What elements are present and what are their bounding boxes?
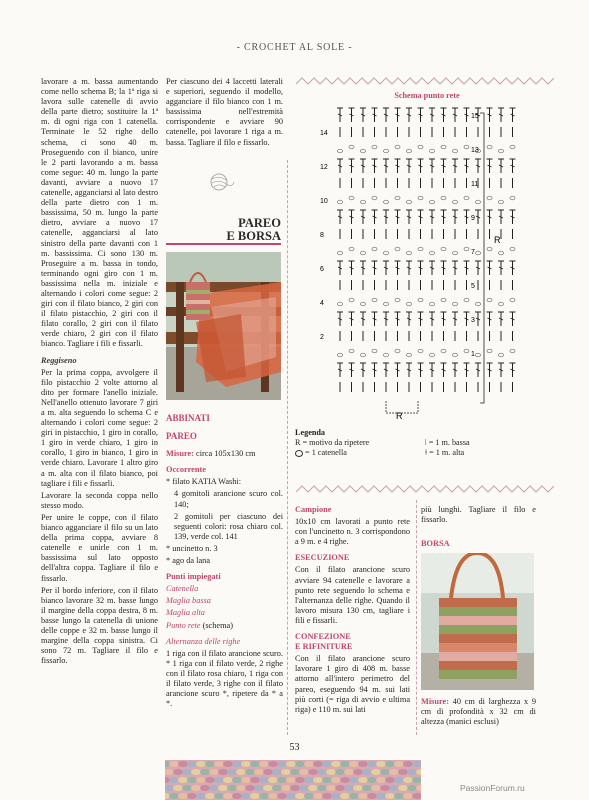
double-crochet-mark bbox=[360, 108, 366, 122]
row-number-right: 13 bbox=[471, 147, 479, 154]
double-crochet-mark bbox=[464, 159, 470, 173]
double-crochet-mark bbox=[406, 363, 412, 377]
chain-mark bbox=[453, 149, 458, 153]
double-crochet-mark bbox=[406, 210, 412, 224]
chain-mark bbox=[430, 251, 435, 255]
chain-mark bbox=[418, 298, 423, 302]
list-item: * ago da lana bbox=[166, 556, 211, 566]
double-crochet-mark bbox=[452, 261, 458, 275]
double-crochet-mark bbox=[452, 210, 458, 224]
legend-catenella-row bbox=[295, 448, 347, 458]
chain-mark bbox=[499, 353, 504, 357]
list-item: Maglia bassa bbox=[166, 596, 211, 606]
double-crochet-mark bbox=[372, 108, 378, 122]
chain-mark bbox=[499, 251, 504, 255]
chain-mark bbox=[430, 353, 435, 357]
row-number-right: 7 bbox=[471, 249, 475, 256]
chain-mark bbox=[453, 200, 458, 204]
chain-mark bbox=[349, 145, 354, 149]
row-number-right: 11 bbox=[471, 181, 479, 188]
chain-mark bbox=[361, 353, 366, 357]
double-crochet-mark bbox=[337, 363, 343, 377]
chain-mark bbox=[510, 298, 515, 302]
chain-mark bbox=[441, 298, 446, 302]
double-crochet-mark bbox=[441, 108, 447, 122]
double-crochet-mark bbox=[487, 210, 493, 224]
chain-mark bbox=[499, 149, 504, 153]
double-crochet-mark bbox=[418, 261, 424, 275]
chain-mark bbox=[407, 200, 412, 204]
paragraph: Per ciascuno dei 4 laccetti laterali e superiori, seguendo il modello, agganciare il filo bianco con 1 m. bassissima nell'estremità corrispondente e avviare 90 catenelle, poi lavorare 1 riga a m. bassa. Tagliare il filo e fissarlo. bbox=[166, 77, 283, 147]
chain-mark bbox=[453, 302, 458, 306]
double-crochet-mark bbox=[498, 159, 504, 173]
misure-line bbox=[166, 449, 283, 459]
knit-texture-strip bbox=[165, 760, 421, 800]
chain-mark bbox=[395, 247, 400, 251]
double-crochet-mark bbox=[418, 312, 424, 326]
row-number-left: 2 bbox=[320, 334, 324, 341]
repeat-label-bottom: R bbox=[396, 411, 403, 421]
column-4-top bbox=[421, 505, 536, 551]
double-crochet-mark bbox=[372, 312, 378, 326]
double-crochet-mark bbox=[452, 159, 458, 173]
double-crochet-mark bbox=[510, 108, 516, 122]
row-number-left: 8 bbox=[320, 232, 324, 239]
paragraph: Per unire le coppe, con il filato bianco agganciare il filo su un lato della prima coppa, avviare 8 catenelle e unirle con 1 m. bassissima sul lato opposto dell'altra coppa. Tagliare il filo e fissarlo. bbox=[41, 512, 158, 583]
title-line-2: E BORSA bbox=[226, 229, 281, 243]
repeat-label-right: R bbox=[494, 235, 501, 245]
double-crochet-mark bbox=[441, 363, 447, 377]
double-crochet-mark bbox=[475, 210, 481, 224]
chain-mark bbox=[372, 298, 377, 302]
column-1 bbox=[41, 77, 158, 668]
section-pareo: PAREO bbox=[166, 431, 197, 442]
section-confezione-2: E RIFINITURE bbox=[295, 642, 353, 652]
title-underline bbox=[166, 243, 281, 245]
double-crochet-mark bbox=[395, 108, 401, 122]
double-crochet-mark bbox=[498, 108, 504, 122]
brand-watermark: PassionForum.ru bbox=[460, 783, 525, 793]
punto-rete-suffix: (schema) bbox=[202, 620, 233, 630]
double-crochet-mark bbox=[464, 312, 470, 326]
row-number-right: 15 bbox=[471, 113, 479, 120]
double-crochet-mark bbox=[418, 363, 424, 377]
double-crochet-mark bbox=[464, 210, 470, 224]
double-crochet-mark bbox=[429, 159, 435, 173]
double-crochet-mark bbox=[429, 312, 435, 326]
double-crochet-mark bbox=[337, 261, 343, 275]
double-crochet-mark bbox=[360, 363, 366, 377]
column-2-bottom bbox=[166, 413, 283, 711]
double-crochet-mark bbox=[475, 363, 481, 377]
section-punti: Punti impiegati bbox=[166, 572, 221, 582]
chain-mark bbox=[407, 149, 412, 153]
chain-mark bbox=[430, 200, 435, 204]
chain-mark bbox=[395, 196, 400, 200]
legend bbox=[295, 428, 545, 458]
double-crochet-mark bbox=[395, 363, 401, 377]
column-3 bbox=[295, 505, 410, 717]
chain-mark bbox=[384, 302, 389, 306]
photo-pareo-on-bench bbox=[166, 252, 281, 400]
row-number-right: 9 bbox=[471, 215, 475, 222]
double-crochet-mark bbox=[475, 312, 481, 326]
double-crochet-mark bbox=[406, 261, 412, 275]
double-crochet-mark bbox=[441, 210, 447, 224]
double-crochet-mark bbox=[360, 159, 366, 173]
double-crochet-mark bbox=[337, 108, 343, 122]
double-crochet-mark bbox=[360, 261, 366, 275]
double-crochet-mark bbox=[349, 108, 355, 122]
section-esecuzione: ESECUZIONE bbox=[295, 553, 350, 563]
list-item: * filato KATIA Washi: bbox=[166, 477, 241, 487]
row-number-left: 10 bbox=[320, 198, 328, 205]
chain-mark bbox=[407, 353, 412, 357]
double-crochet-mark bbox=[349, 159, 355, 173]
double-crochet-mark bbox=[418, 210, 424, 224]
misure-label: Misure: bbox=[166, 449, 194, 459]
double-crochet-mark bbox=[510, 210, 516, 224]
chain-mark bbox=[395, 298, 400, 302]
chain-mark bbox=[510, 145, 515, 149]
chain-mark bbox=[338, 149, 343, 153]
double-crochet-mark bbox=[349, 261, 355, 275]
chain-mark bbox=[441, 247, 446, 251]
double-crochet-mark bbox=[510, 159, 516, 173]
chain-mark bbox=[372, 349, 377, 353]
chain-mark bbox=[418, 196, 423, 200]
photo-bag bbox=[421, 553, 534, 690]
chain-mark bbox=[361, 302, 366, 306]
diagram-title: Schema punto rete bbox=[394, 91, 460, 100]
double-crochet-mark bbox=[498, 312, 504, 326]
double-crochet-mark bbox=[510, 261, 516, 275]
double-crochet-mark bbox=[395, 159, 401, 173]
chain-mark bbox=[384, 251, 389, 255]
paragraph: Per la prima coppa, avvolgere il filo pistacchio 2 volte attorno al dito per formare l'anello iniziale. Nell'anello ottenuto lavorare 7 giri a m. alta seguendo lo schema C e alternando i colori come segue: 2 giri in pistacchio, 1 giro in corallo, 1 giro in verde chiaro, 1 giro in corallo, 1 giro in bianco, 1 giro in verde chiaro. Lavorare 1 altro giro a m. alta con il filato bianco, poi tagliare i fili e fissarli. bbox=[41, 367, 158, 488]
chain-mark bbox=[395, 145, 400, 149]
chain-mark bbox=[418, 247, 423, 251]
repeat-bracket bbox=[480, 113, 484, 403]
double-crochet-mark bbox=[349, 210, 355, 224]
chain-mark bbox=[464, 196, 469, 200]
row-number-left: 12 bbox=[320, 164, 328, 171]
paragraph: 1 riga con il filato arancione scuro. * 1 riga con il filato verde, 2 righe con il filato rosa chiaro, 1 riga con il filato verde, 3 righe con il filato arancione scuro *, ripetere da * a *. bbox=[166, 648, 283, 709]
column-divider bbox=[287, 160, 288, 735]
chain-mark bbox=[464, 145, 469, 149]
punto-rete-label: Punto rete bbox=[166, 620, 201, 630]
yarn-ball-icon bbox=[207, 170, 235, 192]
double-crochet-icon: ǂ bbox=[425, 448, 428, 457]
paragraph: Per il bordo inferiore, con il filato bianco lavorare 32 m. basse lungo il margine della coppa destra, 8 m. basse lungo la catenella di unione delle coppe e 32 m. basse lungo il margine della coppa sinistra. Ci sono 72 m. Tagliare il filo e fissarlo. bbox=[41, 585, 158, 666]
chain-mark bbox=[395, 349, 400, 353]
double-crochet-mark bbox=[487, 108, 493, 122]
chain-mark bbox=[487, 247, 492, 251]
chain-mark bbox=[499, 200, 504, 204]
paragraph: Con il filato arancione scuro lavorare 1 giro di 408 m. basse attorno all'intero perimetro del pareo, eseguendo 94 m. sui lati più corti (= riga di avvio e ultima riga) e 110 m. sui lati bbox=[295, 654, 410, 714]
double-crochet-mark bbox=[406, 159, 412, 173]
double-crochet-mark bbox=[372, 159, 378, 173]
double-crochet-mark bbox=[360, 210, 366, 224]
legend-title: Legenda bbox=[295, 428, 326, 437]
page-number: 53 bbox=[289, 742, 300, 753]
row-number-right: 3 bbox=[471, 317, 475, 324]
chain-mark bbox=[338, 251, 343, 255]
chain-mark bbox=[487, 349, 492, 353]
double-crochet-mark bbox=[429, 261, 435, 275]
chain-mark bbox=[361, 251, 366, 255]
borsa-misure-label: Misure: bbox=[421, 697, 449, 706]
double-crochet-mark bbox=[475, 159, 481, 173]
chain-mark bbox=[464, 349, 469, 353]
chain-mark bbox=[487, 145, 492, 149]
list-item: * uncinetto n. 3 bbox=[166, 543, 218, 553]
double-crochet-mark bbox=[441, 261, 447, 275]
column-4-bottom bbox=[421, 697, 536, 729]
double-crochet-mark bbox=[487, 159, 493, 173]
legend-bassa-row bbox=[425, 438, 470, 448]
double-crochet-mark bbox=[475, 261, 481, 275]
section-campione: Campione bbox=[295, 505, 332, 514]
column-divider bbox=[416, 500, 417, 735]
zigzag-rule bbox=[296, 484, 554, 494]
chain-mark bbox=[430, 302, 435, 306]
double-crochet-mark bbox=[418, 159, 424, 173]
double-crochet-mark bbox=[487, 261, 493, 275]
list-item: Maglia alta bbox=[166, 608, 205, 618]
chain-mark bbox=[349, 247, 354, 251]
double-crochet-mark bbox=[429, 363, 435, 377]
stitch-diagram bbox=[318, 103, 532, 421]
double-crochet-mark bbox=[372, 363, 378, 377]
double-crochet-mark bbox=[464, 261, 470, 275]
row-number-right: 5 bbox=[471, 283, 475, 290]
paragraph: Con il filato arancione scuro avviare 94 catenelle e lavorare a punto rete seguendo lo schema e l'alternanza delle righe. Quando il lavoro misura 130 cm, tagliare i fili e fissarli. bbox=[295, 565, 410, 625]
double-crochet-mark bbox=[383, 159, 389, 173]
list-item: 2 gomitoli per ciascuno dei seguenti colori: rosa chiaro col. 139, verde col. 141 bbox=[174, 511, 283, 541]
chain-mark bbox=[418, 349, 423, 353]
chain-mark bbox=[453, 251, 458, 255]
article-title bbox=[166, 217, 281, 243]
chain-mark bbox=[453, 353, 458, 357]
double-crochet-mark bbox=[372, 261, 378, 275]
chain-mark bbox=[487, 196, 492, 200]
chain-mark bbox=[361, 149, 366, 153]
chain-mark bbox=[338, 302, 343, 306]
chain-mark bbox=[441, 349, 446, 353]
double-crochet-mark bbox=[383, 312, 389, 326]
legend-catenella: = 1 catenella bbox=[305, 448, 347, 457]
double-crochet-mark bbox=[487, 312, 493, 326]
section-borsa: BORSA bbox=[421, 539, 450, 549]
chain-mark bbox=[476, 353, 481, 357]
chain-mark bbox=[441, 145, 446, 149]
zigzag-rule bbox=[296, 76, 554, 86]
paragraph: Lavorare la seconda coppa nello stesso modo. bbox=[41, 490, 158, 510]
chain-mark bbox=[349, 196, 354, 200]
double-crochet-mark bbox=[464, 108, 470, 122]
double-crochet-mark bbox=[349, 312, 355, 326]
section-title-reggiseno: Reggiseno bbox=[41, 355, 77, 365]
chain-mark bbox=[349, 349, 354, 353]
borsa-misure-value: 40 cm di larghezza x 9 cm di profondità x 32 cm di altezza (manici esclusi) bbox=[421, 697, 536, 727]
chain-mark bbox=[476, 251, 481, 255]
chain-mark bbox=[476, 200, 481, 204]
double-crochet-mark bbox=[441, 312, 447, 326]
double-crochet-mark bbox=[498, 210, 504, 224]
misure-value: circa 105x130 cm bbox=[196, 449, 256, 459]
legend-r: R = motivo da ripetere bbox=[295, 438, 370, 447]
double-crochet-mark bbox=[406, 312, 412, 326]
paragraph: più lunghi. Tagliare il filo e fissarlo. bbox=[421, 505, 536, 525]
double-crochet-mark bbox=[464, 363, 470, 377]
chain-mark bbox=[384, 149, 389, 153]
borsa-misure bbox=[421, 697, 536, 727]
chain-mark bbox=[372, 247, 377, 251]
double-crochet-mark bbox=[452, 363, 458, 377]
double-crochet-mark bbox=[510, 312, 516, 326]
double-crochet-mark bbox=[487, 363, 493, 377]
running-header: - CROCHET AL SOLE - bbox=[236, 42, 353, 53]
chain-mark bbox=[384, 353, 389, 357]
chain-mark bbox=[349, 298, 354, 302]
chain-mark bbox=[464, 247, 469, 251]
single-crochet-icon: ǀ bbox=[425, 438, 427, 447]
double-crochet-mark bbox=[418, 108, 424, 122]
chain-mark bbox=[338, 353, 343, 357]
chain-mark bbox=[487, 298, 492, 302]
column-2-top bbox=[166, 77, 283, 150]
double-crochet-mark bbox=[372, 210, 378, 224]
double-crochet-mark bbox=[383, 261, 389, 275]
chain-mark bbox=[510, 196, 515, 200]
legend-bassa: = 1 m. bassa bbox=[428, 438, 470, 447]
chain-icon bbox=[295, 450, 303, 457]
title-line-1: PAREO bbox=[238, 216, 281, 230]
chain-mark bbox=[407, 251, 412, 255]
section-occorrente: Occorrente bbox=[166, 465, 206, 475]
chain-mark bbox=[441, 196, 446, 200]
chain-mark bbox=[499, 302, 504, 306]
double-crochet-mark bbox=[441, 159, 447, 173]
chain-mark bbox=[384, 200, 389, 204]
row-number-left: 4 bbox=[320, 300, 324, 307]
double-crochet-mark bbox=[360, 312, 366, 326]
chain-mark bbox=[510, 349, 515, 353]
chain-mark bbox=[361, 200, 366, 204]
double-crochet-mark bbox=[498, 363, 504, 377]
chain-mark bbox=[418, 145, 423, 149]
double-crochet-mark bbox=[395, 312, 401, 326]
double-crochet-mark bbox=[383, 210, 389, 224]
row-number-left: 14 bbox=[320, 130, 328, 137]
chain-mark bbox=[510, 247, 515, 251]
list-item: 4 gomitoli arancione scuro col. 140; bbox=[174, 489, 283, 509]
double-crochet-mark bbox=[337, 159, 343, 173]
legend-alta: = 1 m. alta bbox=[429, 448, 465, 457]
chain-mark bbox=[372, 196, 377, 200]
section-alternanza: Alternanza delle righe bbox=[166, 636, 241, 646]
chain-mark bbox=[407, 302, 412, 306]
chain-mark bbox=[476, 302, 481, 306]
double-crochet-mark bbox=[383, 108, 389, 122]
list-item bbox=[166, 621, 283, 631]
double-crochet-mark bbox=[406, 108, 412, 122]
double-crochet-mark bbox=[337, 312, 343, 326]
double-crochet-mark bbox=[498, 261, 504, 275]
double-crochet-mark bbox=[337, 210, 343, 224]
row-number-right: 1 bbox=[471, 351, 475, 358]
double-crochet-mark bbox=[452, 312, 458, 326]
double-crochet-mark bbox=[429, 108, 435, 122]
chain-mark bbox=[372, 145, 377, 149]
chain-mark bbox=[338, 200, 343, 204]
row-number-left: 6 bbox=[320, 266, 324, 273]
double-crochet-mark bbox=[452, 108, 458, 122]
list-item: Catenella bbox=[166, 584, 199, 594]
double-crochet-mark bbox=[395, 261, 401, 275]
legend-alta-row bbox=[425, 448, 464, 458]
section-confezione-1: CONFEZIONE bbox=[295, 632, 351, 642]
double-crochet-mark bbox=[510, 363, 516, 377]
double-crochet-mark bbox=[349, 363, 355, 377]
section-abbinati: ABBINATI bbox=[166, 413, 210, 423]
chain-mark bbox=[464, 298, 469, 302]
double-crochet-mark bbox=[395, 210, 401, 224]
paragraph: 10x10 cm lavorati a punto rete con l'uncinetto n. 3 corrispondono a 9 m. e 4 righe. bbox=[295, 517, 410, 547]
double-crochet-mark bbox=[383, 363, 389, 377]
chain-mark bbox=[430, 149, 435, 153]
paragraph: lavorare a m. bassa aumentando come nello schema B; la 1ª riga si lavora sulle catenelle di avvio della parte dietro; sostituire la 1ª m. di ogni riga con 1 catenella. Terminate le 52 righe dello schema, ci sono 40 m. Proseguendo con il bianco, unire le 2 parti lavorando a m. bassa come segue: 40 m. lungo la parte davanti, avviare a nuovo 17 catenelle, agganciarsi al lato destro della parte dietro con 1 m. bassissima, 50 m. lungo la parte dietro, avviare a nuovo 17 catenelle, agganciarsi al lato sinistro della parte davanti con 1 m. bassissima. Ci sono 130 m. Proseguire a m. bassa in tondo, terminando ogni giro con 1 m. bassissima nella m. iniziale e alternando i colori come segue: 2 giri con il filato bianco, 2 giri con il filato pistacchio, 2 giri con il filato corallo, 2 giri con il filato verde chiaro, 2 giri con il filato bianco. Tagliare i fili e fissarli. bbox=[41, 77, 158, 349]
double-crochet-mark bbox=[429, 210, 435, 224]
